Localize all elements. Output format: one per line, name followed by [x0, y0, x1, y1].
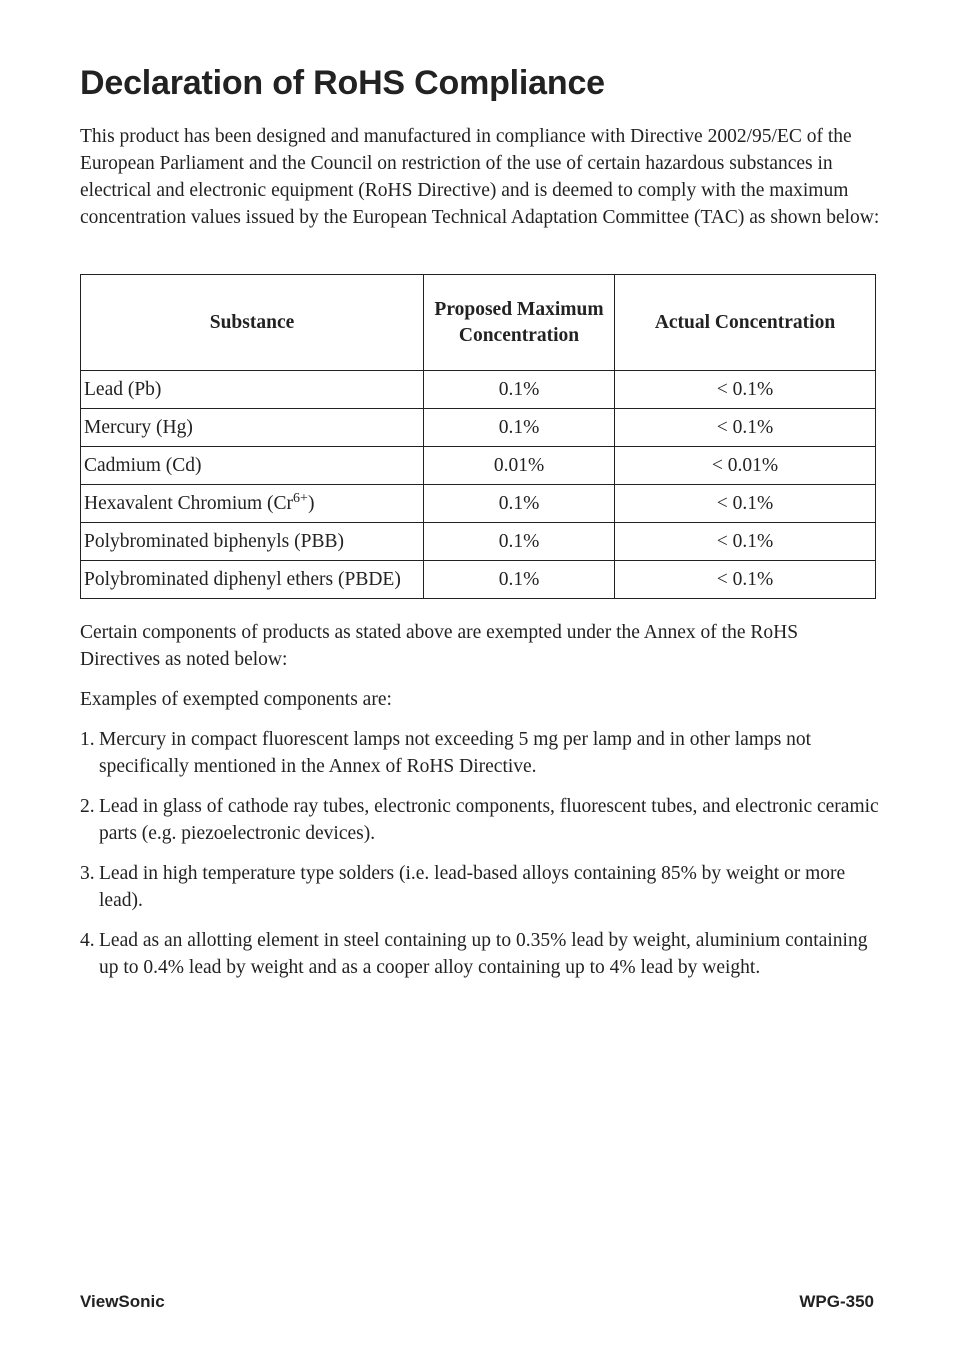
- cell-proposed: 0.01%: [424, 447, 615, 485]
- cell-actual: < 0.1%: [615, 409, 876, 447]
- footer-model: WPG-350: [799, 1292, 874, 1311]
- cell-substance: Polybrominated diphenyl ethers (PBDE): [81, 561, 424, 599]
- table-row: [81, 371, 876, 409]
- list-item: [80, 793, 880, 847]
- footer-brand: ViewSonic: [80, 1292, 165, 1311]
- examples-list: [80, 726, 880, 994]
- cell-proposed: 0.1%: [424, 485, 615, 523]
- header-actual: Actual Concentration: [615, 275, 876, 371]
- cell-substance: Polybrominated biphenyls (PBB): [81, 523, 424, 561]
- cell-actual: < 0.1%: [615, 485, 876, 523]
- list-number: 3.: [80, 863, 95, 884]
- header-proposed-max: Proposed Maximum Concentration: [424, 275, 615, 371]
- cell-proposed: 0.1%: [424, 523, 615, 561]
- cell-actual: < 0.1%: [615, 561, 876, 599]
- exemption-note: Certain components of products as stated above are exempted under the Annex of the RoHS Directives as noted below:: [80, 622, 799, 670]
- table-row: [81, 485, 876, 523]
- cell-proposed: 0.1%: [424, 561, 615, 599]
- list-number: 2.: [80, 796, 95, 817]
- list-text: Lead in high temperature type solders (i.e. lead-based alloys containing 85% by weight or more lead).: [99, 863, 846, 911]
- table-header-row: [81, 275, 876, 371]
- header-substance: Substance: [81, 275, 424, 371]
- page-title: Declaration of RoHS Compliance: [80, 64, 605, 102]
- cell-substance: Lead (Pb): [81, 371, 424, 409]
- list-text: Mercury in compact fluorescent lamps not exceeding 5 mg per lamp and in other lamps not specifically mentioned in the Annex of RoHS Directive.: [99, 729, 812, 777]
- cell-substance: Mercury (Hg): [81, 409, 424, 447]
- rohs-table: [80, 274, 876, 599]
- list-text: Lead as an allotting element in steel containing up to 0.35% lead by weight, aluminium containing up to 0.4% lead by weight and as a cooper alloy containing up to 4% lead by weight.: [99, 930, 868, 978]
- cell-actual: < 0.1%: [615, 371, 876, 409]
- substance-name: Hexavalent Chromium (Cr: [84, 492, 294, 514]
- cell-substance: Cadmium (Cd): [81, 447, 424, 485]
- table-row: [81, 523, 876, 561]
- list-item: [80, 860, 880, 914]
- list-item: [80, 726, 880, 780]
- list-text: Lead in glass of cathode ray tubes, electronic components, fluorescent tubes, and electronic ceramic parts (e.g. piezoelectronic devices).: [99, 796, 879, 844]
- list-number: 4.: [80, 930, 95, 951]
- examples-heading: Examples of exempted components are:: [80, 689, 392, 710]
- cell-proposed: 0.1%: [424, 409, 615, 447]
- list-item: [80, 927, 880, 981]
- cell-proposed: 0.1%: [424, 371, 615, 409]
- superscript-charge: 6+: [293, 490, 308, 506]
- cell-actual: < 0.1%: [615, 523, 876, 561]
- cell-actual: < 0.01%: [615, 447, 876, 485]
- list-number: 1.: [80, 729, 95, 750]
- cell-substance: [81, 485, 424, 523]
- table-row: [81, 447, 876, 485]
- intro-paragraph: This product has been designed and manufactured in compliance with Directive 2002/95/EC of the European Parliament and the Council on restriction of the use of certain hazardous substances in electrical and electronic equipment (RoHS Directive) and is deemed to comply with the maximum concentration values issued by the European Technical Adaptation Committee (TAC) as shown below:: [80, 126, 880, 228]
- table-row: [81, 561, 876, 599]
- table-row: [81, 409, 876, 447]
- substance-name-end: ): [307, 492, 315, 514]
